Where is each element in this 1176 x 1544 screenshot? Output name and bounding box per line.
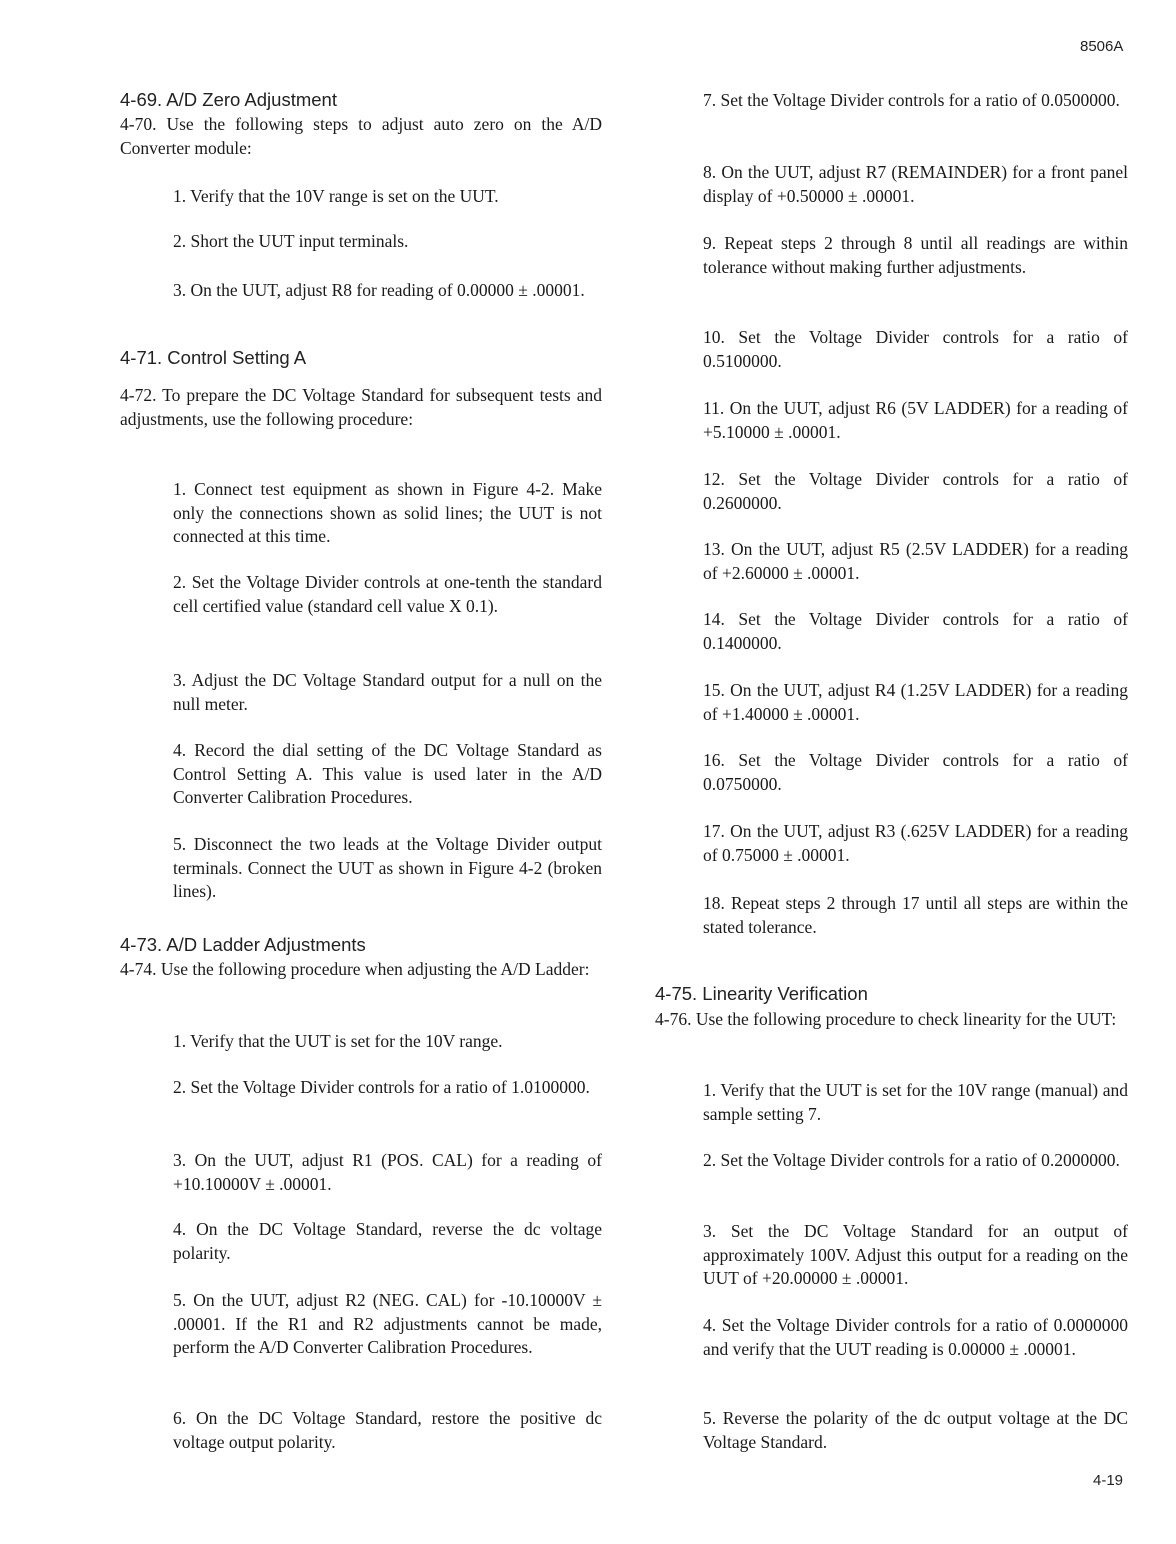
page-number: 4-19 — [1093, 1472, 1124, 1489]
step: 15. On the UUT, adjust R4 (1.25V LADDER) for a reading of +1.40000 ± .00001. — [703, 680, 1128, 724]
step: 1. Verify that the 10V range is set on the UUT. — [173, 186, 499, 206]
paragraph: 4-76. Use the following procedure to check linearity for the UUT: — [655, 1009, 1117, 1029]
step: 1. Verify that the UUT is set for the 10V range (manual) and sample setting 7. — [703, 1080, 1128, 1124]
step: 3. On the UUT, adjust R8 for reading of 0.00000 ± .00001. — [173, 280, 585, 300]
step: 4. Record the dial setting of the DC Voltage Standard as Control Setting A. This value is used later in the A/D Converter Calibration Procedures. — [173, 740, 602, 807]
step: 14. Set the Voltage Divider controls for a ratio of 0.1400000. — [703, 609, 1128, 653]
step: 7. Set the Voltage Divider controls for a ratio of 0.0500000. — [703, 90, 1120, 110]
step: 3. On the UUT, adjust R1 (POS. CAL) for a reading of +10.10000V ± .00001. — [173, 1150, 602, 1194]
paragraph: 4-72. To prepare the DC Voltage Standard for subsequent tests and adjustments, use the following procedure: — [120, 385, 602, 429]
step: 6. On the DC Voltage Standard, restore the positive dc voltage output polarity. — [173, 1408, 602, 1452]
page-header-model: 8506A — [1080, 38, 1124, 55]
step: 9. Repeat steps 2 through 8 until all readings are within tolerance without making further adjustments. — [703, 233, 1128, 277]
step: 3. Adjust the DC Voltage Standard output for a null on the null meter. — [173, 670, 602, 714]
paragraph: 4-74. Use the following procedure when adjusting the A/D Ladder: — [120, 959, 590, 979]
section-heading: 4-73. A/D Ladder Adjustments — [120, 934, 366, 955]
step: 12. Set the Voltage Divider controls for a ratio of 0.2600000. — [703, 469, 1128, 513]
step: 3. Set the DC Voltage Standard for an output of approximately 100V. Adjust this output for a reading on the UUT of +20.00000 ± .00001. — [703, 1221, 1128, 1288]
step: 13. On the UUT, adjust R5 (2.5V LADDER) for a reading of +2.60000 ± .00001. — [703, 539, 1128, 583]
step: 11. On the UUT, adjust R6 (5V LADDER) for a reading of +5.10000 ± .00001. — [703, 398, 1128, 442]
step: 16. Set the Voltage Divider controls for a ratio of 0.0750000. — [703, 750, 1128, 794]
step: 5. Reverse the polarity of the dc output voltage at the DC Voltage Standard. — [703, 1408, 1128, 1452]
section-heading: 4-75. Linearity Verification — [655, 983, 868, 1004]
section-heading: 4-69. A/D Zero Adjustment — [120, 89, 337, 110]
step: 4. On the DC Voltage Standard, reverse the dc voltage polarity. — [173, 1219, 602, 1263]
step: 2. Set the Voltage Divider controls for a ratio of 0.2000000. — [703, 1150, 1120, 1170]
step: 2. Set the Voltage Divider controls at one-tenth the standard cell certified value (standard cell value X 0.1). — [173, 572, 602, 616]
step: 1. Connect test equipment as shown in Figure 4-2. Make only the connections shown as solid lines; the UUT is not connected at this time. — [173, 479, 602, 546]
step: 2. Short the UUT input terminals. — [173, 231, 409, 251]
step: 5. On the UUT, adjust R2 (NEG. CAL) for -10.10000V ± .00001. If the R1 and R2 adjustments cannot be made, perform the A/D Converter Calibration Procedures. — [173, 1290, 602, 1357]
step: 4. Set the Voltage Divider controls for a ratio of 0.0000000 and verify that the UUT reading is 0.00000 ± .00001. — [703, 1315, 1128, 1359]
section-heading: 4-71. Control Setting A — [120, 347, 307, 368]
paragraph: 4-70. Use the following steps to adjust auto zero on the A/D Converter module: — [120, 114, 602, 158]
step: 10. Set the Voltage Divider controls for a ratio of 0.5100000. — [703, 327, 1128, 371]
step: 8. On the UUT, adjust R7 (REMAINDER) for a front panel display of +0.50000 ± .00001. — [703, 162, 1128, 206]
step: 2. Set the Voltage Divider controls for a ratio of 1.0100000. — [173, 1077, 590, 1097]
step: 18. Repeat steps 2 through 17 until all steps are within the stated tolerance. — [703, 893, 1128, 937]
step: 5. Disconnect the two leads at the Voltage Divider output terminals. Connect the UUT as shown in Figure 4-2 (broken lines). — [173, 834, 602, 901]
step: 17. On the UUT, adjust R3 (.625V LADDER) for a reading of 0.75000 ± .00001. — [703, 821, 1128, 865]
step: 1. Verify that the UUT is set for the 10V range. — [173, 1031, 503, 1051]
